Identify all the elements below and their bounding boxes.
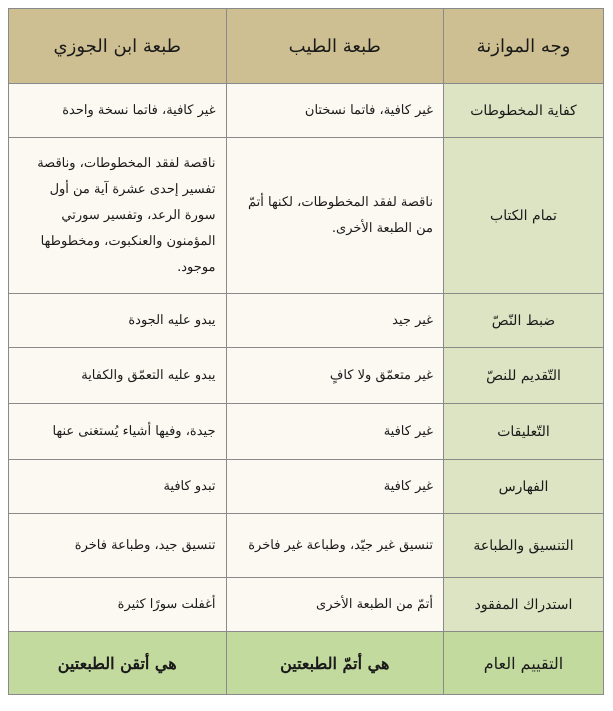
jawzi-cell: يبدو عليه الجودة	[9, 294, 227, 348]
jawzi-cell: غير كافية، فاتما نسخة واحدة	[9, 84, 227, 138]
table-row	[9, 348, 604, 404]
tayyib-cell: غير كافية	[226, 460, 443, 514]
table-row	[9, 460, 604, 514]
jawzi-cell: يبدو عليه التعمّق والكفاية	[9, 348, 227, 404]
aspect-cell: تمام الكتاب	[443, 138, 603, 294]
jawzi-cell: تنسيق جيد، وطباعة فاخرة	[9, 514, 227, 578]
aspect-cell: الفهارس	[443, 460, 603, 514]
tayyib-cell: غير كافية، فاتما نسختان	[226, 84, 443, 138]
header-ibn-aljawzi-edition: طبعة ابن الجوزي	[9, 9, 227, 84]
overall-evaluation-jawzi: هي أتقن الطبعتين	[9, 632, 227, 695]
comparison-table-wrapper	[8, 8, 604, 695]
table-row	[9, 294, 604, 348]
table-row	[9, 84, 604, 138]
jawzi-cell: ناقصة لفقد المخطوطات، وناقصة تفسير إحدى عشرة آية من أول سورة الرعد، وتفسير سورتي المؤمنون والعنكبوت، ومخطوطها موجود.	[9, 138, 227, 294]
header-row	[9, 9, 604, 84]
aspect-cell: التنسيق والطباعة	[443, 514, 603, 578]
table-row	[9, 404, 604, 460]
tayyib-cell: غير متعمّق ولا كافٍ	[226, 348, 443, 404]
jawzi-cell: أغفلت سورًا كثيرة	[9, 578, 227, 632]
tayyib-cell: غير جيد	[226, 294, 443, 348]
comparison-table	[8, 8, 604, 695]
table-row	[9, 578, 604, 632]
jawzi-cell: جيدة، وفيها أشياء يُستغنى عنها	[9, 404, 227, 460]
overall-evaluation-tayyib: هي أتمّ الطبعتين	[226, 632, 443, 695]
aspect-cell: ضبط النّصّ	[443, 294, 603, 348]
tayyib-cell: ناقصة لفقد المخطوطات، لكنها أتمّ من الطبعة الأخرى.	[226, 138, 443, 294]
aspect-cell: كفاية المخطوطات	[443, 84, 603, 138]
overall-evaluation-label: التقييم العام	[443, 632, 603, 695]
aspect-cell: استدراك المفقود	[443, 578, 603, 632]
tayyib-cell: غير كافية	[226, 404, 443, 460]
jawzi-cell: تبدو كافية	[9, 460, 227, 514]
aspect-cell: التّعليقات	[443, 404, 603, 460]
tayyib-cell: أتمّ من الطبعة الأخرى	[226, 578, 443, 632]
table-row	[9, 514, 604, 578]
header-tayyib-edition: طبعة الطيب	[226, 9, 443, 84]
table-row	[9, 138, 604, 294]
aspect-cell: التّقديم للنصّ	[443, 348, 603, 404]
header-aspect: وجه الموازنة	[443, 9, 603, 84]
tayyib-cell: تنسيق غير جيّد، وطباعة غير فاخرة	[226, 514, 443, 578]
overall-evaluation-row	[9, 632, 604, 695]
